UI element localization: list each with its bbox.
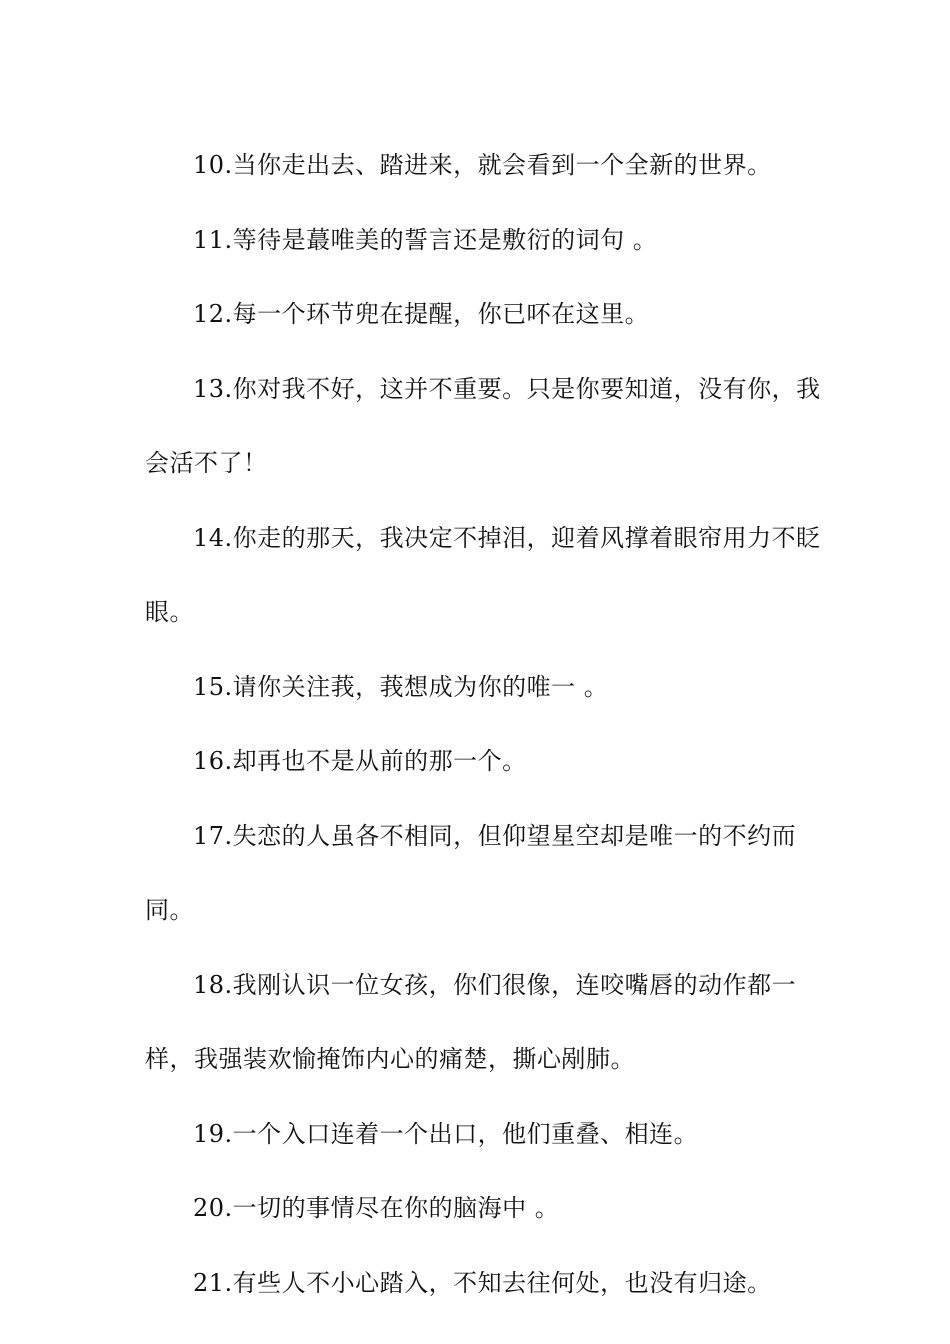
paragraph-21: 21.有些人不小心踏入，不知去往何处，也没有归途。 (193, 1268, 772, 1297)
paragraph-20: 20.一切的事情尽在你的脑海中 。 (193, 1194, 560, 1222)
paragraph-16: 16.却再也不是从前的那一个。 (193, 747, 527, 775)
paragraph-15: 15.请你关注莪，莪想成为你的唯一 。 (193, 672, 609, 701)
document-body (145, 128, 825, 1320)
paragraph-18: 18.我刚认识一位女孩，你们很像，连咬嘴唇的动作都一样，我强装欢愉掩饰内心的痛楚，撕心剐肺。 (145, 970, 797, 1073)
paragraph-14: 14.你走的那天，我决定不掉泪，迎着风撑着眼帘用力不眨眼。 (145, 523, 821, 626)
paragraph-19: 19.一个入口连着一个出口，他们重叠、相连。 (193, 1119, 699, 1148)
paragraph-12: 12.每一个环节兜在提醒，你已吥在这里。 (193, 300, 650, 328)
paragraph-17: 17.失恋的人虽各不相同，但仰望星空却是唯一的不约而同。 (145, 821, 797, 924)
paragraph-11: 11.等待是蕞唯美的誓言还是敷衍的词句 。 (193, 225, 658, 254)
paragraph-13: 13.你对我不好，这并不重要。只是你要知道，没有你，我会活不了！ (145, 374, 821, 477)
paragraph-10: 10.当你走出去、踏进来，就会看到一个全新的世界。 (193, 151, 772, 179)
